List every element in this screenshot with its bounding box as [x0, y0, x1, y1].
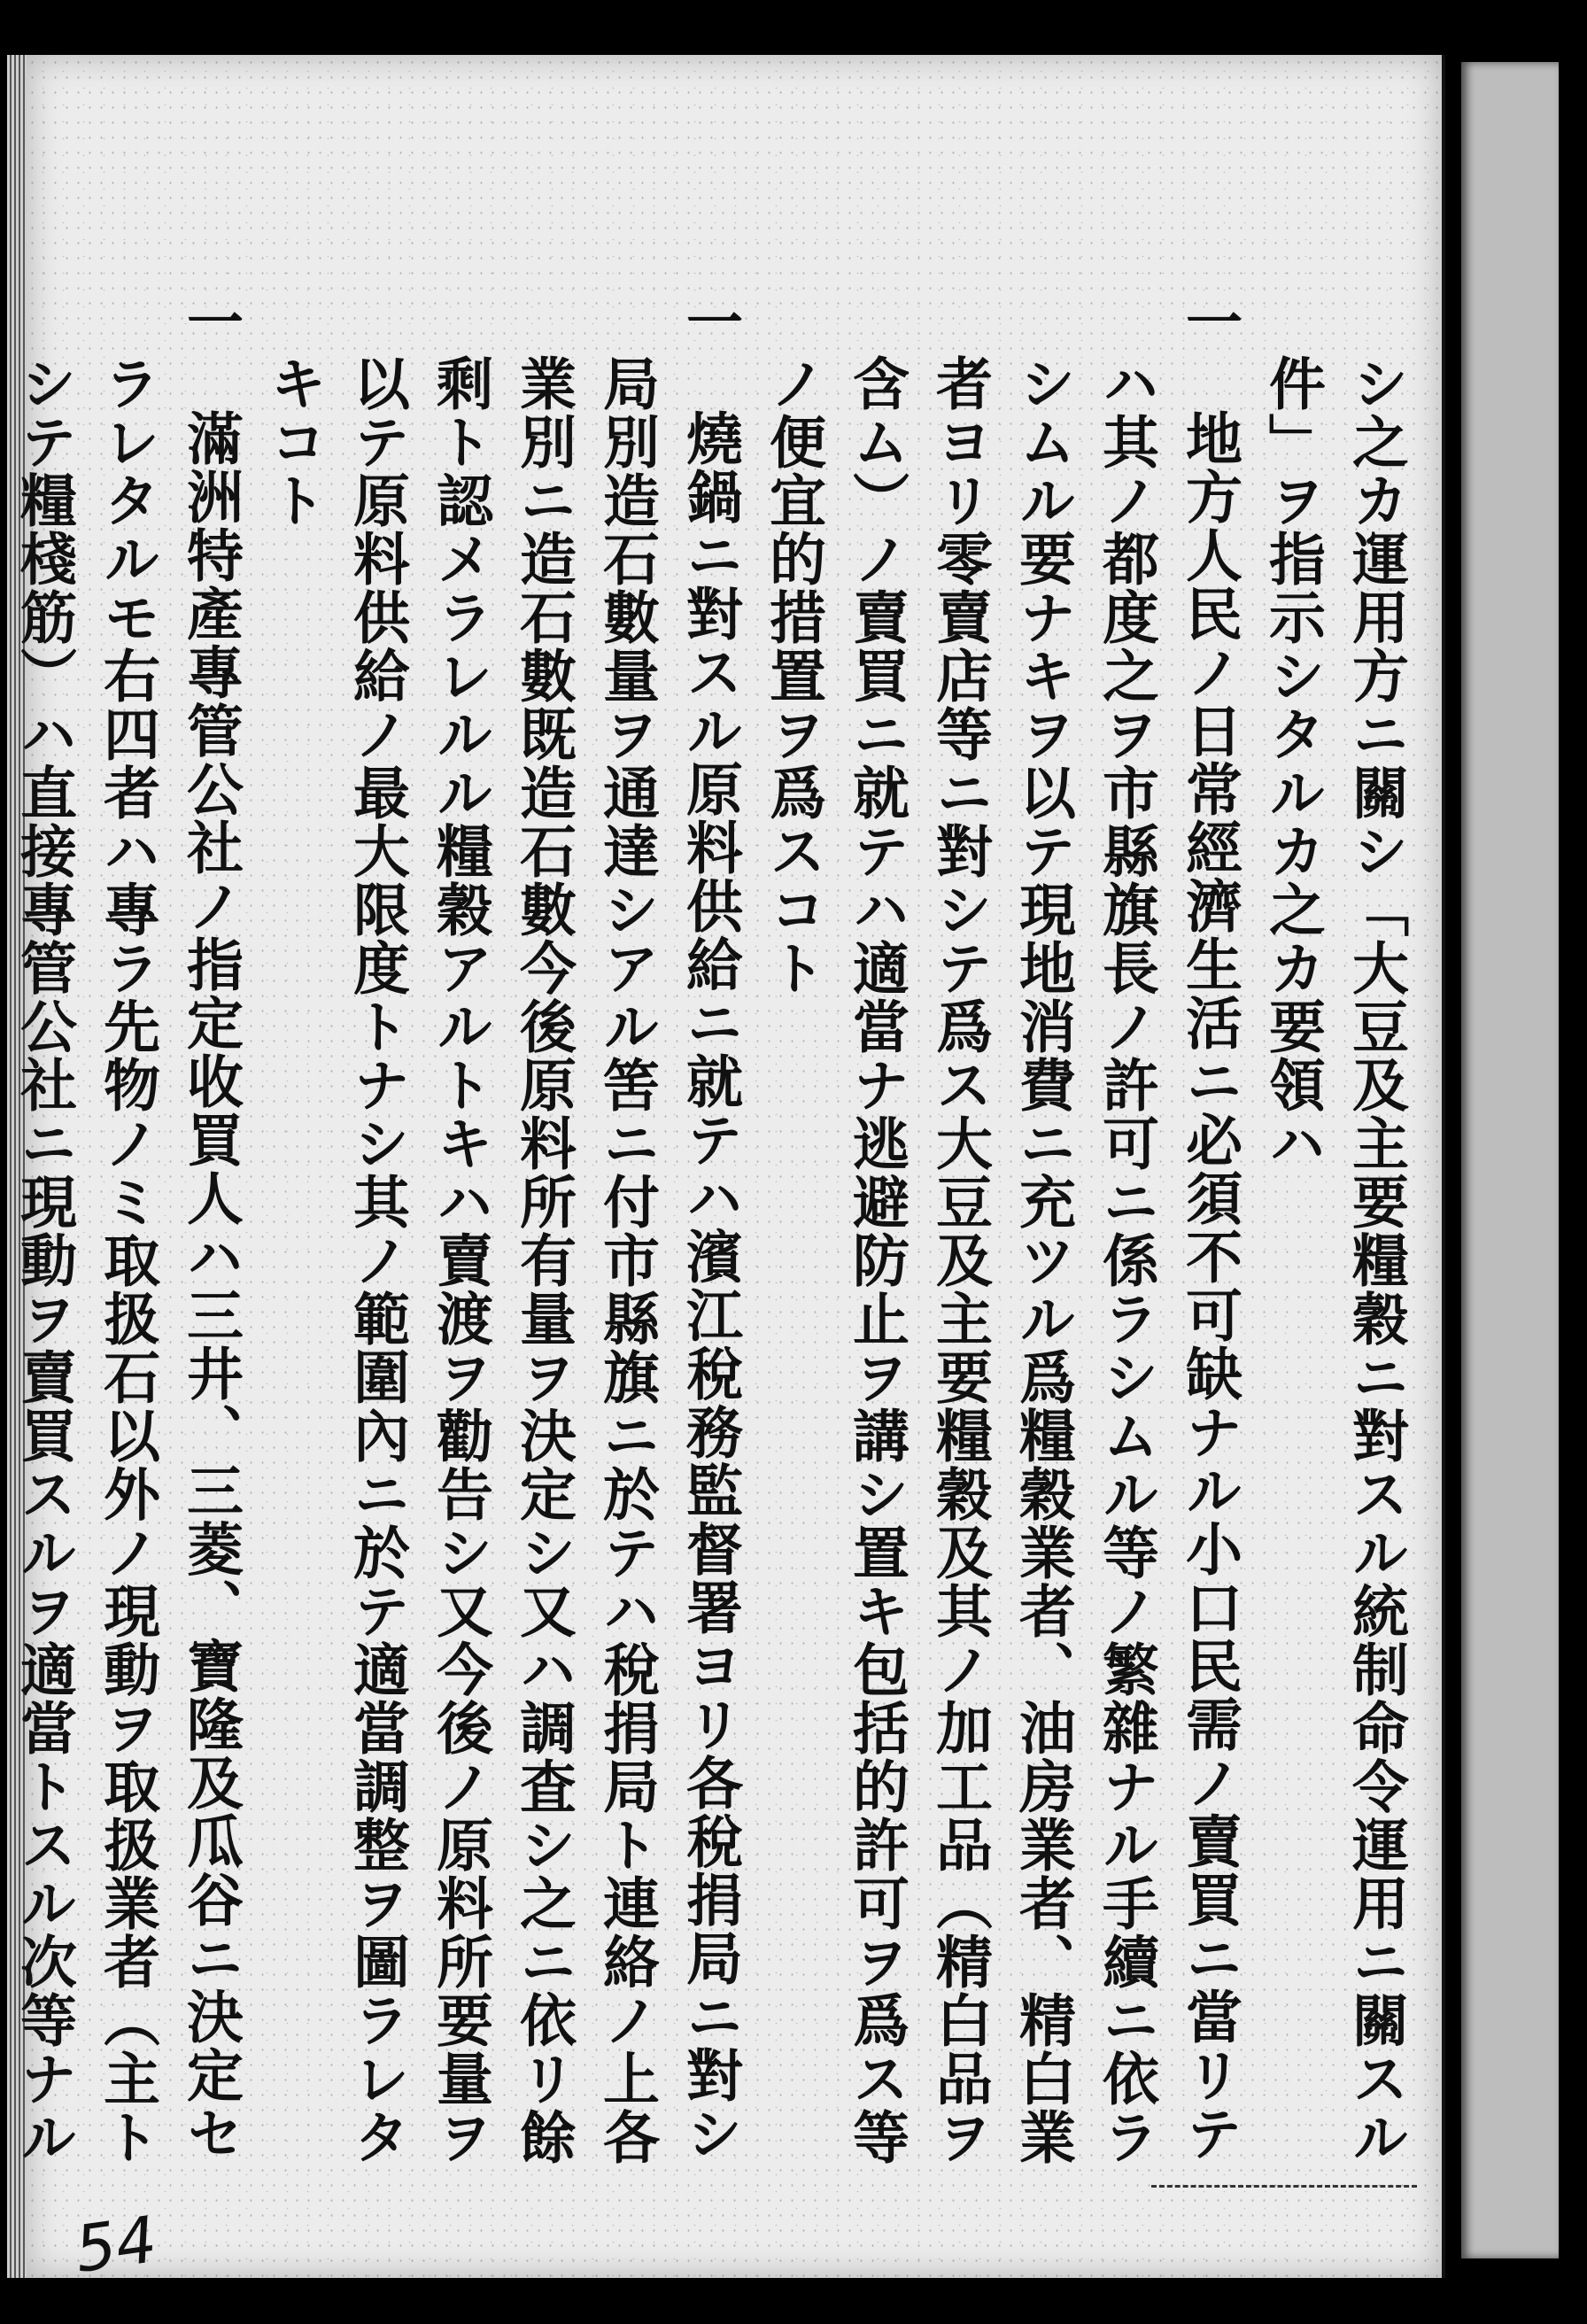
- page-number: 54: [70, 2202, 162, 2287]
- text-column: キコト: [260, 354, 327, 530]
- text-column: シテ糧棧筋）ハ直接專管公社ニ現動ヲ賣買スルヲ適當トスル次等ナル: [11, 354, 77, 2166]
- text-column: ハ其ノ都度之ヲ市縣旗長ノ許可ニ係ラシムル等ノ繁雜ナル手續ニ依ラ: [1093, 354, 1159, 2166]
- facing-page-strip: [1461, 62, 1559, 2258]
- text-column: 一 地方人民ノ日常經濟生活ニ必須不可缺ナル小口民需ノ賣買ニ當リテ: [1176, 292, 1243, 2163]
- text-column: 一 滿洲特產專管公社ノ指定收買人ハ三井、三菱、寶隆及瓜谷ニ決定セ: [177, 292, 244, 2163]
- text-column: 以テ原料供給ノ最大限度トナシ其ノ範圍內ニ於テ適當調整ヲ圖ラレタ: [344, 354, 410, 2166]
- text-column: 剩ト認メラレルル糧穀アルトキハ賣渡ヲ勸告シ又今後ノ原料所要量ヲ: [427, 354, 493, 2166]
- text-column: シ之カ運用方ニ關シ「大豆及主要糧穀ニ對スル統制命令運用ニ關スル: [1343, 354, 1409, 2166]
- text-column: 含ム）ノ賣買ニ就テハ適當ナ逃避防止ヲ講シ置キ包括的許可ヲ爲ス等: [843, 354, 910, 2166]
- text-column: 業別ニ造石數既造石數今後原料所有量ヲ決定シ又ハ調査シ之ニ依リ餘: [510, 354, 577, 2166]
- text-column: ノ便宜的措置ヲ爲スコト: [760, 354, 826, 997]
- text-column: 局別造石數量ヲ通達シアル筈ニ付市縣旗ニ於テハ稅捐局ト連絡ノ上各: [593, 354, 660, 2166]
- text-column: 一 燒鍋ニ對スル原料供給ニ就テハ濱江稅務監督署ヨリ各稅捐局ニ對シ: [677, 292, 743, 2163]
- text-column: 件」ヲ指示シタルカ之カ要領ハ: [1259, 354, 1326, 1173]
- text-column: ラレタルモ右四者ハ專ラ先物ノミ取扱石以外ノ現動ヲ取扱業者（主ト: [94, 354, 160, 2166]
- dashed-rule: [1151, 2185, 1417, 2188]
- vertical-text-body: [11, 292, 1417, 2179]
- text-column: [0, 354, 2, 2179]
- text-column: 者ヨリ零賣店等ニ對シテ爲ス大豆及主要糧穀及其ノ加工品（精白品ヲ: [926, 354, 993, 2166]
- text-column: シムル要ナキヲ以テ現地消費ニ充ツル爲糧穀業者、油房業者、精白業: [1010, 354, 1076, 2166]
